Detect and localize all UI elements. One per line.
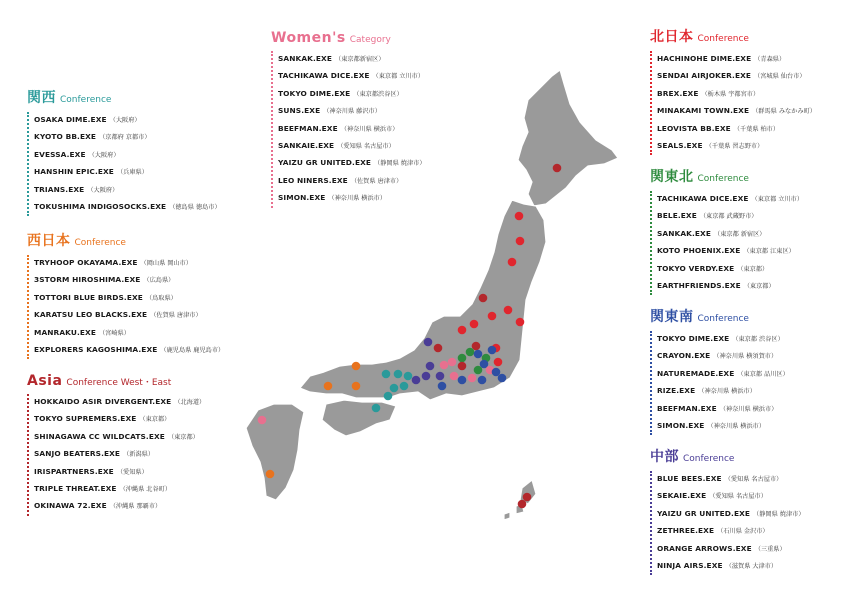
team-name: TACHIKAWA DICE.EXE bbox=[278, 71, 370, 81]
team-location: （神奈川県 横須賀市） bbox=[713, 353, 778, 361]
team-location: （大阪府） bbox=[88, 151, 120, 159]
team-location-dot bbox=[518, 500, 527, 509]
team-location: （神奈川県 横浜市） bbox=[707, 423, 766, 431]
team-item bbox=[657, 261, 803, 278]
team-name: EARTHFRIENDS.EXE bbox=[657, 281, 741, 291]
team-location-dot bbox=[324, 382, 333, 391]
team-item bbox=[34, 481, 205, 498]
team-name: SANKAK.EXE bbox=[657, 228, 712, 238]
kantokita-section bbox=[650, 166, 803, 295]
team-location: （佐賀県 唐津市） bbox=[350, 177, 403, 185]
team-item bbox=[657, 243, 803, 260]
team-location: （滋賀県 大津市） bbox=[725, 563, 778, 571]
team-item bbox=[34, 411, 205, 428]
team-location-dot bbox=[458, 326, 467, 335]
team-name: KYOTO BB.EXE bbox=[34, 132, 97, 142]
team-location: （東京都 立川市） bbox=[751, 196, 804, 203]
team-item bbox=[34, 446, 205, 463]
team-name: 3STORM HIROSHIMA.EXE bbox=[34, 275, 141, 285]
team-location-dot bbox=[422, 372, 431, 381]
team-location: （徳島県 徳島市） bbox=[169, 204, 221, 212]
team-item bbox=[34, 342, 224, 359]
team-location-dot bbox=[466, 348, 475, 357]
kansai-team-list bbox=[27, 112, 221, 216]
kansai-heading bbox=[27, 87, 221, 107]
kantominami-team-list bbox=[650, 331, 789, 435]
team-name: YAIZU GR UNITED.EXE bbox=[278, 158, 372, 168]
nishinihon-heading-title: 西日本 bbox=[27, 233, 71, 249]
team-name: LEO NINERS.EXE bbox=[278, 175, 348, 185]
team-item bbox=[657, 383, 789, 400]
kantominami-heading bbox=[650, 306, 789, 326]
team-name: EVESSA.EXE bbox=[34, 149, 86, 159]
womens-section bbox=[271, 30, 426, 208]
team-name: SENDAI AIRJOKER.EXE bbox=[657, 71, 752, 81]
team-item bbox=[657, 68, 816, 85]
team-item bbox=[278, 155, 426, 172]
team-name: ORANGE ARROWS.EXE bbox=[657, 543, 752, 553]
team-item bbox=[657, 331, 789, 348]
team-location: （神奈川県 横浜市） bbox=[698, 388, 756, 396]
kitanihon-heading bbox=[650, 26, 816, 46]
team-item bbox=[657, 51, 816, 68]
team-location: （鳥取県） bbox=[145, 294, 177, 302]
team-location-dot bbox=[412, 376, 421, 385]
team-location: （東京都 江東区） bbox=[743, 248, 795, 256]
team-location: （東京都） bbox=[737, 265, 769, 273]
team-location-dot bbox=[382, 370, 391, 379]
team-location-dot bbox=[523, 493, 532, 502]
team-name: SEKAIE.EXE bbox=[657, 491, 707, 501]
team-item bbox=[278, 51, 426, 68]
team-location-dot bbox=[508, 258, 517, 267]
team-name: NATUREMADE.EXE bbox=[657, 368, 735, 378]
team-name: NINJA AIRS.EXE bbox=[657, 561, 723, 571]
team-item bbox=[657, 138, 816, 155]
team-name: EXPLORERS KAGOSHIMA.EXE bbox=[34, 345, 158, 355]
team-location-dot bbox=[468, 374, 477, 383]
team-location: （広島県） bbox=[143, 277, 175, 285]
shikoku-island bbox=[322, 400, 396, 436]
team-name: YAIZU GR UNITED.EXE bbox=[657, 508, 751, 518]
team-name: TOKUSHIMA INDIGOSOCKS.EXE bbox=[34, 202, 167, 212]
team-name: BLUE BEES.EXE bbox=[657, 474, 722, 483]
asia-heading bbox=[27, 373, 205, 389]
team-item bbox=[278, 86, 426, 103]
team-location: （京都府 京都市） bbox=[99, 134, 151, 142]
team-location: （愛知県 名古屋市） bbox=[337, 143, 395, 151]
team-item bbox=[657, 488, 805, 505]
team-location-dot bbox=[384, 392, 393, 401]
team-item bbox=[278, 103, 426, 120]
team-location: （神奈川県 横浜市） bbox=[328, 195, 387, 203]
team-item bbox=[34, 199, 221, 216]
team-location: （宮崎県） bbox=[98, 329, 130, 337]
team-location-dot bbox=[404, 372, 413, 381]
nishinihon-heading bbox=[27, 230, 224, 250]
team-name: OKINAWA 72.EXE bbox=[34, 501, 107, 511]
team-location: （東京都 品川区） bbox=[737, 370, 789, 378]
team-item bbox=[657, 191, 803, 208]
team-location-dot bbox=[450, 372, 459, 381]
team-location: （栃木県 宇都宮市） bbox=[701, 90, 760, 98]
team-location-dot bbox=[448, 358, 457, 367]
womens-team-list bbox=[271, 51, 426, 208]
team-name: RIZE.EXE bbox=[657, 386, 696, 396]
team-location: （東京都） bbox=[743, 283, 775, 291]
team-location: （千葉県 柏市） bbox=[733, 125, 780, 133]
team-location: （千葉県 習志野市） bbox=[705, 143, 764, 151]
team-location: （佐賀県 唐津市） bbox=[150, 312, 202, 320]
team-name: LEOVISTA BB.EXE bbox=[657, 123, 731, 133]
kitanihon-team-list bbox=[650, 51, 816, 155]
team-name: KOTO PHOENIX.EXE bbox=[657, 246, 741, 256]
team-item bbox=[34, 255, 224, 272]
team-item bbox=[657, 121, 816, 138]
team-item bbox=[34, 129, 221, 146]
southern-island-3 bbox=[504, 512, 510, 520]
team-location: （大阪府） bbox=[109, 117, 141, 124]
team-name: HOKKAIDO ASIR DIVERGENT.EXE bbox=[34, 397, 172, 406]
team-location: （新潟県） bbox=[123, 451, 155, 459]
team-item bbox=[34, 182, 221, 199]
kyushu-island bbox=[246, 404, 304, 500]
team-location-dot bbox=[440, 361, 449, 370]
team-item bbox=[278, 121, 426, 138]
nishinihon-section bbox=[27, 230, 224, 359]
team-location: （三重県） bbox=[754, 545, 786, 553]
team-location: （沖縄県 北谷町） bbox=[119, 486, 172, 494]
team-item bbox=[278, 190, 426, 207]
team-item bbox=[278, 138, 426, 155]
team-item bbox=[657, 226, 803, 243]
team-location-dot bbox=[258, 416, 267, 425]
team-item bbox=[34, 325, 224, 342]
team-location-dot bbox=[470, 320, 479, 329]
team-name: MANRAKU.EXE bbox=[34, 327, 96, 337]
asia-team-list bbox=[27, 394, 205, 516]
team-name: TRIPLE THREAT.EXE bbox=[34, 484, 117, 494]
team-location: （東京都渋谷区） bbox=[353, 90, 403, 98]
team-location: （石川県 金沢市） bbox=[717, 528, 769, 536]
team-name: MINAKAMI TOWN.EXE bbox=[657, 106, 750, 116]
team-item bbox=[34, 429, 205, 446]
honshu-island bbox=[300, 200, 546, 400]
womens-heading-subtitle: Category bbox=[349, 35, 391, 45]
team-location-dot bbox=[390, 384, 399, 393]
nishinihon-team-list bbox=[27, 255, 224, 359]
team-location-dot bbox=[488, 346, 497, 355]
team-name: OSAKA DIME.EXE bbox=[34, 115, 107, 124]
team-location: （愛知県 名古屋市） bbox=[709, 493, 767, 501]
team-name: TOKYO DIME.EXE bbox=[278, 88, 351, 98]
team-location-dot bbox=[488, 312, 497, 321]
team-name: SANKAIE.EXE bbox=[278, 141, 335, 151]
team-item bbox=[34, 394, 205, 411]
team-name: SIMON.EXE bbox=[657, 421, 705, 431]
hokkaido-island bbox=[518, 70, 618, 206]
kantominami-heading-title: 関東南 bbox=[650, 309, 694, 325]
asia-heading-title: Asia bbox=[27, 373, 63, 389]
team-item bbox=[657, 558, 805, 575]
team-item bbox=[657, 86, 816, 103]
team-name: SIMON.EXE bbox=[278, 193, 326, 203]
team-location: （神奈川県 藤沢市） bbox=[323, 108, 381, 116]
team-item bbox=[657, 418, 789, 435]
team-location: （愛知県 名古屋市） bbox=[724, 476, 783, 483]
kitanihon-section bbox=[650, 26, 816, 155]
womens-heading bbox=[271, 30, 426, 46]
team-location-dot bbox=[352, 362, 361, 371]
team-location-dot bbox=[372, 404, 381, 413]
team-location-dot bbox=[478, 376, 487, 385]
asia-heading-subtitle: Conference West・East bbox=[66, 378, 172, 388]
team-item bbox=[34, 147, 221, 164]
team-name: CRAYON.EXE bbox=[657, 351, 711, 361]
team-location-dot bbox=[458, 362, 467, 371]
kantokita-heading-subtitle: Conference bbox=[697, 174, 749, 184]
team-name: KARATSU LEO BLACKS.EXE bbox=[34, 310, 148, 320]
team-location-dot bbox=[458, 376, 467, 385]
team-location-dot bbox=[553, 164, 562, 173]
team-location: （宮城県 仙台市） bbox=[754, 73, 806, 81]
team-location-dot bbox=[474, 366, 483, 375]
chubu-heading-title: 中部 bbox=[650, 449, 679, 465]
womens-heading-title: Women's bbox=[271, 30, 346, 46]
kansai-heading-title: 関西 bbox=[27, 90, 56, 106]
team-location-dot bbox=[494, 358, 503, 367]
team-name: TACHIKAWA DICE.EXE bbox=[657, 194, 749, 203]
nishinihon-heading-subtitle: Conference bbox=[74, 238, 126, 248]
team-location-dot bbox=[424, 338, 433, 347]
team-location-dot bbox=[426, 362, 435, 371]
team-location: （群馬県 みなかみ町） bbox=[752, 108, 816, 116]
kantominami-section bbox=[650, 306, 789, 435]
team-name: SUNS.EXE bbox=[278, 106, 321, 116]
team-location: （神奈川県 横浜市） bbox=[340, 125, 399, 133]
team-location: （岡山県 岡山市） bbox=[140, 260, 192, 267]
team-item bbox=[657, 506, 805, 523]
team-location-dot bbox=[498, 374, 507, 383]
chubu-team-list bbox=[650, 471, 805, 575]
team-location: （大阪府） bbox=[87, 186, 119, 194]
team-item bbox=[657, 278, 803, 295]
asia-section bbox=[27, 373, 205, 516]
team-location: （神奈川県 横浜市） bbox=[719, 405, 778, 413]
team-name: TOTTORI BLUE BIRDS.EXE bbox=[34, 292, 143, 302]
chubu-heading bbox=[650, 446, 805, 466]
team-location-dot bbox=[516, 318, 525, 327]
team-name: BEEFMAN.EXE bbox=[657, 403, 717, 413]
team-item bbox=[278, 68, 426, 85]
team-location-dot bbox=[516, 237, 525, 246]
team-item bbox=[34, 272, 224, 289]
team-item bbox=[657, 366, 789, 383]
team-name: TOKYO DIME.EXE bbox=[657, 334, 730, 343]
team-location: （鹿児島県 鹿児島市） bbox=[160, 347, 225, 355]
team-item bbox=[278, 173, 426, 190]
team-location-dot bbox=[438, 382, 447, 391]
team-location: （北海道） bbox=[174, 399, 206, 406]
team-name: SANKAK.EXE bbox=[278, 54, 333, 63]
team-location-dot bbox=[400, 382, 409, 391]
team-item bbox=[657, 401, 789, 418]
team-item bbox=[34, 307, 224, 324]
team-name: TOKYO SUPREMERS.EXE bbox=[34, 414, 137, 424]
team-name: TRIANS.EXE bbox=[34, 184, 85, 194]
team-name: ZETHREE.EXE bbox=[657, 526, 715, 536]
team-location-dot bbox=[479, 294, 488, 303]
team-name: HANSHIN EPIC.EXE bbox=[34, 167, 114, 177]
team-location-dot bbox=[474, 350, 483, 359]
team-location: （東京都） bbox=[167, 433, 199, 441]
team-location-dot bbox=[436, 372, 445, 381]
team-location: （東京都 立川市） bbox=[372, 73, 425, 81]
team-location: （東京都 武蔵野市） bbox=[699, 213, 758, 221]
team-name: BEEFMAN.EXE bbox=[278, 123, 338, 133]
team-item bbox=[34, 498, 205, 515]
team-location: （青森県） bbox=[754, 56, 786, 63]
team-item bbox=[657, 523, 805, 540]
chubu-heading-subtitle: Conference bbox=[683, 454, 735, 464]
team-location: （東京都） bbox=[139, 416, 171, 424]
team-item bbox=[657, 348, 789, 365]
team-location-dot bbox=[266, 470, 275, 479]
team-location-dot bbox=[352, 382, 361, 391]
team-location: （兵庫県） bbox=[116, 169, 148, 177]
team-location: （静岡県 焼津市） bbox=[374, 160, 426, 168]
team-name: BREX.EXE bbox=[657, 88, 699, 98]
kansai-heading-subtitle: Conference bbox=[60, 95, 112, 105]
team-name: IRISPARTNERS.EXE bbox=[34, 466, 114, 476]
team-location: （東京都 渋谷区） bbox=[732, 336, 784, 343]
chubu-section bbox=[650, 446, 805, 575]
team-item bbox=[34, 290, 224, 307]
kansai-section bbox=[27, 87, 221, 216]
team-name: SHINAGAWA CC WILDCATS.EXE bbox=[34, 431, 165, 441]
team-location-dot bbox=[515, 212, 524, 221]
team-item bbox=[657, 541, 805, 558]
kantokita-heading bbox=[650, 166, 803, 186]
team-location: （静岡県 焼津市） bbox=[753, 510, 805, 518]
kitanihon-heading-title: 北日本 bbox=[650, 29, 694, 45]
team-location: （東京都新宿区） bbox=[335, 56, 385, 63]
team-name: BELE.EXE bbox=[657, 211, 697, 221]
team-item bbox=[657, 103, 816, 120]
team-name: SEALS.EXE bbox=[657, 141, 703, 151]
kantominami-heading-subtitle: Conference bbox=[697, 314, 749, 324]
team-name: TOKYO VERDY.EXE bbox=[657, 263, 735, 273]
team-location-dot bbox=[394, 370, 403, 379]
kitanihon-heading-subtitle: Conference bbox=[697, 34, 749, 44]
team-location: （東京都 新宿区） bbox=[714, 230, 766, 238]
team-location: （沖縄県 那覇市） bbox=[109, 503, 162, 511]
team-name: TRYHOOP OKAYAMA.EXE bbox=[34, 258, 138, 267]
team-location-dot bbox=[434, 344, 443, 353]
team-name: HACHINOHE DIME.EXE bbox=[657, 54, 752, 63]
team-item bbox=[34, 112, 221, 129]
team-item bbox=[34, 464, 205, 481]
kantokita-team-list bbox=[650, 191, 803, 295]
team-location: （愛知県） bbox=[116, 468, 148, 476]
team-item bbox=[657, 471, 805, 488]
team-item bbox=[657, 208, 803, 225]
kantokita-heading-title: 関東北 bbox=[650, 169, 694, 185]
team-location-dot bbox=[504, 306, 513, 315]
team-item bbox=[34, 164, 221, 181]
team-name: SANJO BEATERS.EXE bbox=[34, 449, 121, 459]
team-location-dot bbox=[458, 354, 467, 363]
